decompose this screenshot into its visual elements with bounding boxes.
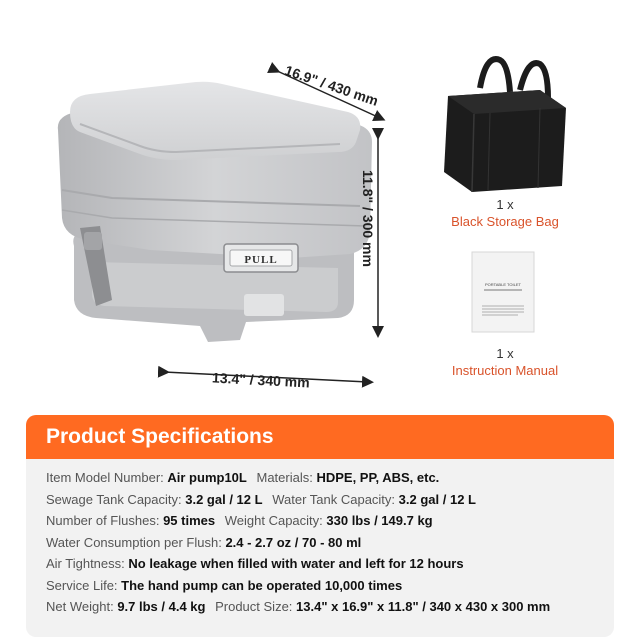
instruction-manual-caption bbox=[430, 345, 580, 379]
spec-label: Materials: bbox=[256, 470, 313, 485]
instruction-manual-image bbox=[472, 252, 534, 332]
spec-label: Weight Capacity: bbox=[224, 513, 323, 528]
storage-bag-qty: 1 x bbox=[496, 197, 514, 212]
portable-toilet-image bbox=[58, 82, 372, 342]
spec-row-weight-size bbox=[46, 596, 614, 618]
spec-row-flushes-weight bbox=[46, 510, 614, 532]
specifications-title: Product Specifications bbox=[46, 425, 274, 448]
width-dimension-label: 13.4" / 340 mm bbox=[211, 369, 311, 391]
spec-value-air-tightness: No leakage when filled with water and left for 12 hours bbox=[128, 556, 464, 571]
specifications-list bbox=[26, 459, 614, 618]
spec-value-water-capacity: 3.2 gal / 12 L bbox=[398, 491, 476, 507]
spec-row-service-life bbox=[46, 575, 614, 597]
depth-dimension-label: 16.9" / 430 mm bbox=[282, 62, 381, 109]
spec-label: Water Tank Capacity: bbox=[272, 491, 396, 507]
spec-value-product-size: 13.4" x 16.9" x 11.8" / 340 x 430 x 300 mm bbox=[296, 599, 551, 614]
spec-label: Water Consumption per Flush: bbox=[46, 534, 222, 550]
spec-label: Sewage Tank Capacity: bbox=[46, 491, 182, 507]
manual-cover-text: PORTABLE TOILET bbox=[485, 282, 521, 287]
storage-bag-caption bbox=[430, 196, 580, 230]
specifications-panel bbox=[26, 415, 614, 637]
spec-label: Air Tightness: bbox=[46, 556, 125, 571]
spec-value-materials: HDPE, PP, ABS, etc. bbox=[316, 470, 440, 485]
spec-label: Service Life: bbox=[46, 577, 118, 593]
height-dimension-label: 11.8" / 300 mm bbox=[360, 170, 376, 267]
spec-label: Item Model Number: bbox=[46, 470, 164, 485]
specifications-header bbox=[26, 415, 614, 459]
spec-label: Product Size: bbox=[215, 599, 293, 614]
storage-bag-image bbox=[444, 59, 566, 192]
spec-label: Net Weight: bbox=[46, 599, 114, 614]
instruction-manual-name: Instruction Manual bbox=[451, 363, 559, 378]
storage-bag-name: Black Storage Bag bbox=[451, 214, 559, 229]
spec-row-air-tightness bbox=[46, 553, 614, 575]
spec-label: Number of Flushes: bbox=[46, 513, 160, 528]
pull-handle-label: PULL bbox=[244, 254, 278, 266]
spec-value-water-consumption: 2.4 - 2.7 oz / 70 - 80 ml bbox=[225, 534, 362, 550]
spec-value-net-weight: 9.7 lbs / 4.4 kg bbox=[117, 599, 206, 614]
instruction-manual-qty: 1 x bbox=[496, 346, 514, 361]
spec-value-sewage-capacity: 3.2 gal / 12 L bbox=[185, 491, 263, 507]
spec-value-weight-capacity: 330 lbs / 149.7 kg bbox=[326, 513, 433, 528]
spec-value-model: Air pump10L bbox=[167, 470, 247, 485]
spec-row-tank-capacity bbox=[46, 489, 614, 511]
spec-value-service-life: The hand pump can be operated 10,000 times bbox=[121, 577, 403, 593]
spec-row-water-consumption bbox=[46, 532, 614, 554]
spec-value-flushes: 95 times bbox=[163, 513, 216, 528]
spec-row-model-materials bbox=[46, 467, 614, 489]
